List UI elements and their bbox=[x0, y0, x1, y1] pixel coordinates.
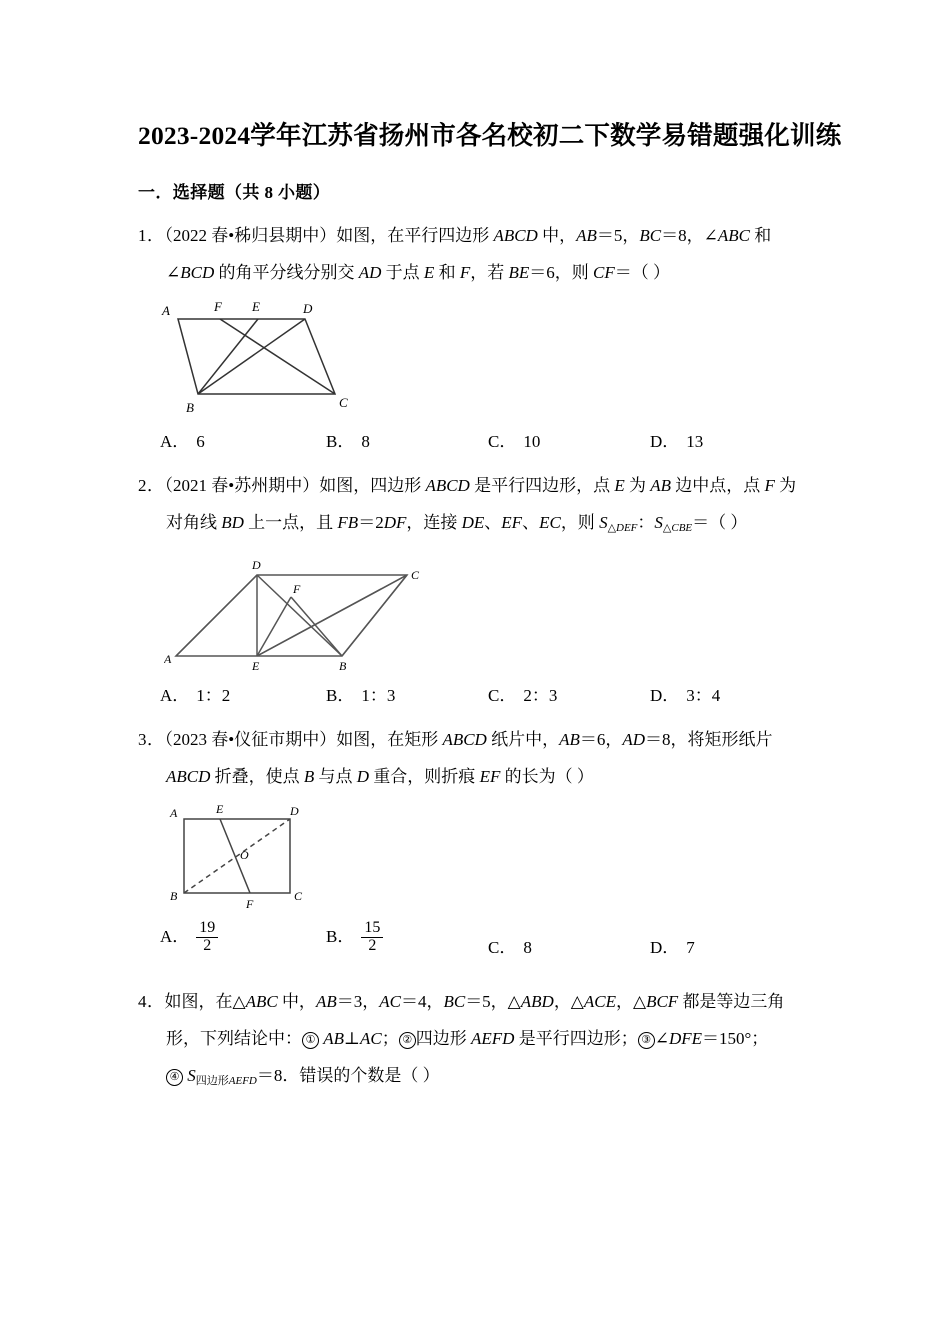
label-A: A bbox=[170, 805, 178, 820]
label-A: A bbox=[162, 302, 170, 318]
question-4-text bbox=[138, 983, 828, 1100]
question-4 bbox=[138, 983, 828, 1100]
option-c[interactable]: C． 8 bbox=[488, 937, 532, 957]
option-a[interactable]: A． $\frac{19}{2}$ bbox=[160, 921, 218, 956]
question-1-options bbox=[138, 427, 828, 461]
question-2-figure bbox=[138, 553, 828, 671]
label-E: E bbox=[252, 658, 260, 671]
option-c[interactable]: C． 2：3 bbox=[488, 685, 558, 705]
question-1-line-1: 1．（2022 春•秭归县期中）如图，在平行四边形 ABCD 中，AB＝5，BC＝8，∠ABC 和 bbox=[138, 225, 772, 245]
question-4-line-1: 4．如图，在△ABC 中，AB＝3，AC＝4，BC＝5，△ABD，△ACE，△BCF 都是等边三角 bbox=[138, 991, 785, 1011]
question-3-text bbox=[138, 721, 828, 795]
circled-number-2: ② bbox=[399, 1032, 416, 1049]
question-1-text bbox=[138, 217, 828, 291]
label-O: O bbox=[240, 847, 249, 862]
label-F: F bbox=[293, 581, 301, 596]
parallelogram-abcd-diagram bbox=[138, 297, 368, 417]
label-E: E bbox=[216, 801, 224, 816]
parallelogram-midpoint-diagram bbox=[164, 553, 424, 671]
fraction-19-2: $\frac{19}{2}$ bbox=[196, 920, 218, 955]
question-3-line-1: 3．（2023 春•仪征市期中）如图，在矩形 ABCD 纸片中，AB＝6，AD＝8，将矩形纸片 bbox=[138, 729, 773, 749]
option-a[interactable]: A． 1：2 bbox=[160, 685, 231, 705]
rectangle-fold-diagram bbox=[156, 801, 336, 911]
question-4-line-2: 形，下列结论中： ① AB⊥AC； ② 四边形 AEFD 是平行四边形； ③ ∠DFE＝150°； bbox=[166, 1028, 769, 1048]
circled-number-4: ④ bbox=[166, 1069, 183, 1086]
question-2-line-2: 对角线 BD 上一点，且 FB＝2DF，连接 DE、EF、EC，则 $S_{\triangle DEF}$：$S_{\triangle CBE}=$（ ） bbox=[166, 512, 748, 534]
label-C: C bbox=[411, 567, 420, 582]
page-title: 2023-2024学年江苏省扬州市各名校初二下数学易错题强化训练 bbox=[138, 121, 842, 150]
question-3-number: 3． bbox=[138, 729, 165, 749]
question-2-text bbox=[138, 467, 828, 547]
section-heading: 一．选择题（共 8 小题） bbox=[138, 182, 331, 202]
label-A: A bbox=[164, 651, 172, 666]
option-b[interactable]: B． 8 bbox=[326, 431, 370, 451]
question-4-number: 4． bbox=[138, 991, 165, 1011]
label-B: B bbox=[170, 888, 178, 903]
question-3-figure bbox=[138, 801, 828, 911]
question-2-line-1: 2．（2021 春•苏州期中）如图，四边形 ABCD 是平行四边形，点 E 为 AB 边中点，点 F 为 bbox=[138, 475, 797, 495]
question-3 bbox=[138, 721, 828, 977]
option-d[interactable]: D． 3：4 bbox=[650, 685, 721, 705]
label-B: B bbox=[339, 658, 347, 671]
option-b[interactable]: B． 1：3 bbox=[326, 685, 396, 705]
label-F: F bbox=[214, 298, 222, 314]
question-2 bbox=[138, 467, 828, 715]
question-3-line-2: ABCD 折叠，使点 B 与点 D 重合，则折痕 EF 的长为（ ） bbox=[166, 766, 594, 786]
question-1-number: 1． bbox=[138, 225, 165, 245]
question-3-options bbox=[138, 918, 828, 977]
question-4-line-3: ④ S四边形$_{AEFD}$＝8．错误的个数是（ ） bbox=[138, 1057, 828, 1100]
question-1 bbox=[138, 217, 828, 461]
circled-number-1: ① bbox=[302, 1032, 319, 1049]
question-1-figure bbox=[138, 297, 828, 417]
option-d[interactable]: D． 13 bbox=[650, 431, 704, 451]
question-2-options bbox=[138, 681, 828, 715]
question-1-line-2: ∠BCD 的角平分线分别交 AD 于点 E 和 F，若 BE＝6，则 CF＝（ ） bbox=[166, 262, 670, 282]
option-a[interactable]: A． 6 bbox=[160, 431, 205, 451]
option-c[interactable]: C． 10 bbox=[488, 431, 541, 451]
label-D: D bbox=[252, 557, 261, 572]
label-D: D bbox=[303, 300, 313, 316]
label-B: B bbox=[186, 399, 194, 415]
option-d[interactable]: D． 7 bbox=[650, 937, 695, 957]
option-b[interactable]: B． $\frac{15}{2}$ bbox=[326, 921, 383, 956]
label-D: D bbox=[290, 803, 299, 818]
label-C: C bbox=[294, 888, 303, 903]
page-content bbox=[138, 120, 842, 1106]
label-F: F bbox=[246, 896, 254, 911]
question-2-number: 2． bbox=[138, 475, 165, 495]
label-C: C bbox=[339, 394, 348, 410]
label-E: E bbox=[252, 298, 260, 314]
fraction-15-2: $\frac{15}{2}$ bbox=[361, 920, 383, 955]
circled-number-3: ③ bbox=[638, 1032, 655, 1049]
